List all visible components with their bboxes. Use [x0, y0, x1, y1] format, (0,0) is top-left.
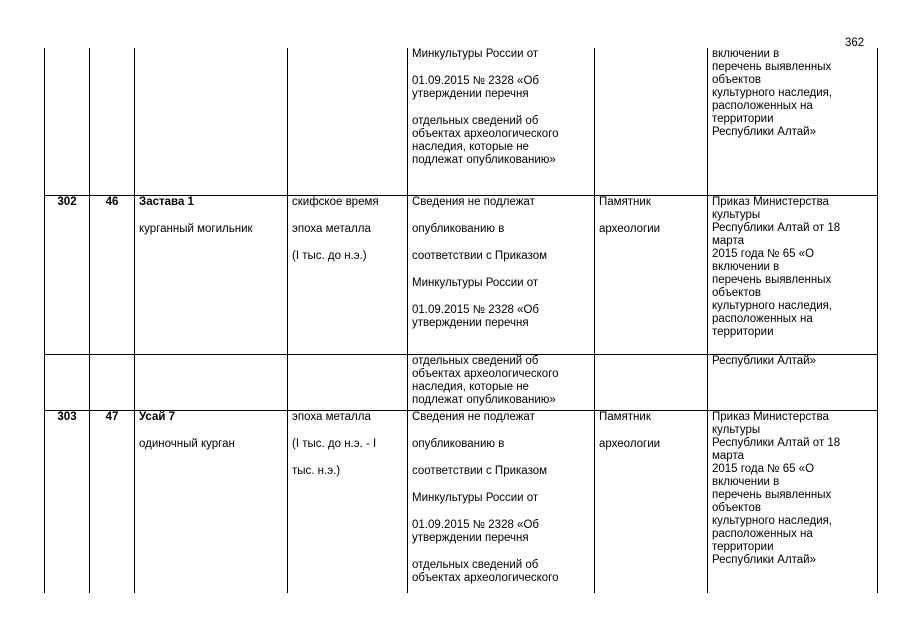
page-number: 362 [845, 37, 865, 49]
dating-cell [288, 48, 408, 195]
document-cell-line: включении в [712, 48, 780, 60]
category-cell-paragraph [599, 438, 703, 451]
location-info-cell-line: отдельных сведений об [412, 115, 539, 127]
dating-cell-line: скифское время [292, 195, 379, 208]
location-info-cell-line: Минкультуры России от [412, 276, 539, 289]
object-name-cell-paragraph [139, 411, 283, 424]
document-cell-line: культурного наследия, [712, 87, 833, 99]
location-info-cell-line: наследия, которые не [412, 380, 529, 393]
document-cell-line: перечень выявленных [712, 61, 832, 73]
location-info-cell-paragraph [412, 519, 590, 545]
dating-cell-line: (I тыс. до н.э.) [292, 249, 367, 262]
location-info-cell-paragraph [412, 355, 590, 407]
dating-cell-paragraph [292, 250, 403, 263]
location-info-cell-line: отдельных сведений об [412, 558, 539, 571]
dating-cell [288, 354, 408, 410]
document-cell [708, 410, 878, 593]
location-info-cell-paragraph [412, 465, 590, 478]
dating-cell-paragraph [292, 438, 403, 451]
document-cell-line: марта [712, 449, 744, 462]
location-info-cell-paragraph [412, 196, 590, 209]
category-cell-paragraph [599, 411, 703, 424]
location-info-cell-paragraph [412, 304, 590, 330]
category-cell [595, 410, 708, 593]
location-info-cell-paragraph [412, 48, 590, 61]
location-info-cell-line: 01.09.2015 № 2328 «Об [412, 518, 539, 531]
location-info-cell-paragraph [412, 115, 590, 167]
location-info-cell-line: соответствии с Приказом [412, 249, 548, 262]
document-cell-paragraph [712, 48, 873, 139]
location-info-cell-paragraph [412, 411, 590, 424]
category-cell-paragraph [599, 223, 703, 236]
document-cell-line: расположенных на [712, 527, 813, 540]
location-info-cell-line: подлежат опубликованию» [412, 393, 556, 406]
category-cell-line: Памятник [599, 410, 651, 423]
table-row [45, 354, 878, 410]
object-name-cell [135, 48, 288, 195]
registry-number-cell [45, 354, 90, 410]
document-cell [708, 48, 878, 195]
registry-number-cell [45, 48, 90, 195]
document-cell-line: включении в [712, 475, 780, 488]
location-info-cell-line: отдельных сведений об [412, 354, 539, 367]
category-cell [595, 48, 708, 195]
dating-cell [288, 195, 408, 354]
dating-cell-line: тыс. н.э.) [292, 464, 341, 477]
location-info-cell [408, 410, 595, 593]
object-name-cell-line: одиночный курган [139, 437, 235, 450]
table-row [45, 410, 878, 593]
category-cell-line: археологии [599, 437, 661, 450]
object-name-cell-line: Застава 1 [139, 195, 194, 208]
registry-number-cell: 303 [45, 410, 90, 593]
document-cell-line: территории [712, 113, 774, 125]
location-info-cell-line: утверждении перечня [412, 531, 529, 544]
document-cell [708, 195, 878, 354]
dating-cell-line: эпоха металла [292, 222, 371, 235]
location-info-cell-line: объектах археологического [412, 571, 559, 584]
object-name-cell [135, 195, 288, 354]
location-info-cell-paragraph [412, 250, 590, 263]
document-cell-line: Республики Алтай» [712, 126, 817, 138]
location-info-cell-line: опубликованию в [412, 437, 505, 450]
document-cell-line: объектов [712, 74, 761, 86]
sub-number-cell: 47 [90, 410, 135, 593]
location-info-cell-line: Сведения не подлежат [412, 195, 535, 208]
document-cell-paragraph [712, 355, 873, 368]
heritage-register-table [44, 48, 878, 593]
location-info-cell-line: объектах археологического [412, 128, 559, 140]
dating-cell-paragraph [292, 223, 403, 236]
location-info-cell-paragraph [412, 223, 590, 236]
location-info-cell-paragraph [412, 492, 590, 505]
object-name-cell-paragraph [139, 196, 283, 209]
location-info-cell-line: подлежат опубликованию» [412, 154, 556, 166]
location-info-cell [408, 195, 595, 354]
category-cell-line: Памятник [599, 195, 651, 208]
category-cell [595, 354, 708, 410]
dating-cell-line: (I тыс. до н.э. - I [292, 437, 377, 450]
document-cell-line: Республики Алтай от 18 [712, 221, 841, 234]
location-info-cell-paragraph [412, 277, 590, 290]
location-info-cell-line: опубликованию в [412, 222, 505, 235]
location-info-cell-line: наследия, которые не [412, 141, 529, 153]
document-cell-line: расположенных на [712, 100, 813, 112]
location-info-cell-line: утверждении перечня [412, 316, 529, 329]
document-cell-line: культурного наследия, [712, 514, 833, 527]
document-cell-line: включении в [712, 260, 780, 273]
location-info-cell-line: 01.09.2015 № 2328 «Об [412, 75, 539, 87]
document-cell-line: марта [712, 234, 744, 247]
sub-number-cell: 46 [90, 195, 135, 354]
document-cell-line: объектов [712, 286, 761, 299]
document-cell-paragraph [712, 196, 873, 339]
document-cell-line: культуры [712, 423, 761, 436]
document-cell-line: 2015 года № 65 «О [712, 462, 815, 475]
category-cell-line: археологии [599, 222, 661, 235]
dating-cell-line: эпоха металла [292, 410, 371, 423]
object-name-cell-line: Усай 7 [139, 410, 176, 423]
location-info-cell-line: 01.09.2015 № 2328 «Об [412, 303, 539, 316]
location-info-cell-paragraph [412, 559, 590, 585]
dating-cell-paragraph [292, 196, 403, 209]
document-cell-line: территории [712, 540, 774, 553]
location-info-cell-paragraph [412, 75, 590, 101]
dating-cell-paragraph [292, 465, 403, 478]
document-cell-line: Республики Алтай» [712, 553, 817, 566]
document-cell [708, 354, 878, 410]
table-row [45, 195, 878, 354]
sub-number-cell [90, 48, 135, 195]
location-info-cell-line: объектах археологического [412, 367, 559, 380]
document-cell-paragraph [712, 411, 873, 567]
document-cell-line: культурного наследия, [712, 299, 833, 312]
document-cell-line: перечень выявленных [712, 273, 832, 286]
location-info-cell-line: Минкультуры России от [412, 48, 539, 60]
document-cell-line: территории [712, 325, 774, 338]
dating-cell-paragraph [292, 411, 403, 424]
location-info-cell [408, 48, 595, 195]
document-cell-line: Республики Алтай от 18 [712, 436, 841, 449]
object-name-cell [135, 410, 288, 593]
location-info-cell-line: Сведения не подлежат [412, 410, 535, 423]
document-cell-line: 2015 года № 65 «О [712, 247, 815, 260]
document-cell-line: расположенных на [712, 312, 813, 325]
sub-number-cell [90, 354, 135, 410]
object-name-cell-line: курганный могильник [139, 222, 253, 235]
location-info-cell-line: утверждении перечня [412, 88, 529, 100]
object-name-cell-paragraph [139, 438, 283, 451]
object-name-cell-paragraph [139, 223, 283, 236]
document-cell-line: Приказ Министерства [712, 195, 829, 208]
document-cell-line: объектов [712, 501, 761, 514]
location-info-cell-line: Минкультуры России от [412, 491, 539, 504]
document-cell-line: Республики Алтай» [712, 354, 817, 367]
category-cell [595, 195, 708, 354]
location-info-cell [408, 354, 595, 410]
object-name-cell [135, 354, 288, 410]
document-cell-line: культуры [712, 208, 761, 221]
category-cell-paragraph [599, 196, 703, 209]
table-row [45, 48, 878, 195]
document-cell-line: Приказ Министерства [712, 410, 829, 423]
document-cell-line: перечень выявленных [712, 488, 832, 501]
location-info-cell-paragraph [412, 438, 590, 451]
registry-number-cell: 302 [45, 195, 90, 354]
location-info-cell-line: соответствии с Приказом [412, 464, 548, 477]
dating-cell [288, 410, 408, 593]
